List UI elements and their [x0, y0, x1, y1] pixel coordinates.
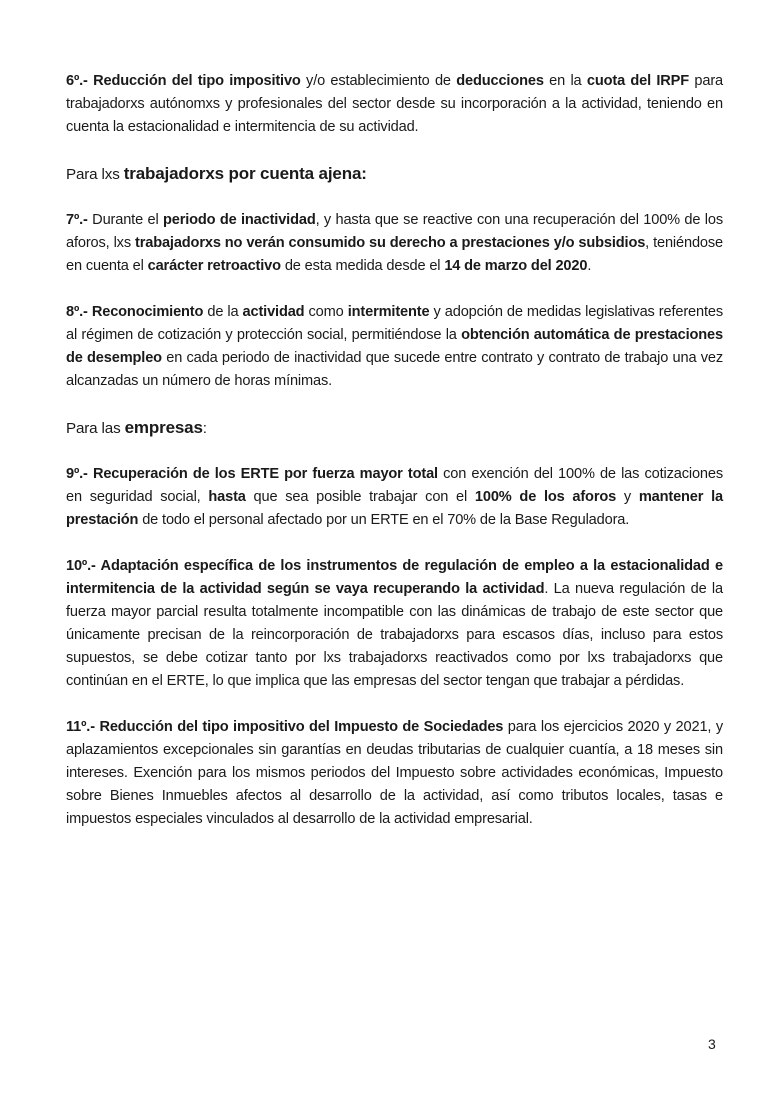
page-number: 3 [708, 1036, 716, 1052]
section-heading-companies [66, 416, 723, 440]
text: con exención del 100% de las cotizaciones en seguridad social, [66, 466, 723, 505]
text: . La nueva regulación de la fuerza mayor parcial resulta totalmente incompatible con las dinámicas de trabajo de este sector que únicamente precisan de la reincorporación de trabajadorxs para escasos días, incluso para estos supuestos, se debe cotizar tanto por lxs trabajadorxs reactivados como por lxs trabajadorxs que continúan en el ERTE, lo que implica que las empresas del sector tengan que trabajar a pérdidas. [66, 581, 723, 689]
text: , teniéndose en cuenta el [66, 235, 723, 274]
text: en cada periodo de inactividad que sucede entre contrato y contrato de trabajo una vez alcanzadas un número de horas mínimas. [66, 350, 723, 389]
text: Para lxs [66, 166, 124, 183]
text: de esta medida desde el [280, 258, 445, 274]
bold-text: 100% de los aforos [474, 489, 617, 505]
bold-text: deducciones [456, 73, 544, 89]
bold-text: 11º.- Reducción del tipo impositivo del Impuesto de Sociedades [66, 719, 504, 735]
text: en la [543, 73, 587, 89]
text: y adopción de medidas legislativas referentes al régimen de cotización y protección social, permitiéndose la [66, 304, 723, 343]
bold-text: 10º.- Adaptación específica de los instrumentos de regulación de empleo a la estacionalidad e intermitencia de la actividad según se vaya recuperando la actividad [66, 558, 723, 597]
text: de la [203, 304, 243, 320]
text: para los ejercicios 2020 y 2021, y aplazamientos excepcionales sin garantías en deudas tributarias de cualquier cuantía, a 18 meses sin intereses. Exención para los mismos periodos del Impuesto sobre actividades económicas, Impuesto sobre Bienes Inmuebles afectos al desarrollo de la actividad, así como tributos locales, tasas e impuestos especiales vinculados al desarrollo de la actividad empresarial. [66, 719, 723, 827]
measure-8-paragraph [66, 301, 723, 393]
text: , y hasta que se reactive con una recuperación del 100% de los aforos, lxs [66, 212, 723, 251]
bold-text: obtención automática de prestaciones de desempleo [66, 327, 723, 366]
text: como [304, 304, 348, 320]
bold-text: trabajadorxs no verán consumido su derecho a prestaciones y/o subsidios [134, 235, 646, 251]
bold-text: periodo de inactividad [162, 212, 316, 228]
text: y [616, 489, 639, 505]
section-heading-employees [66, 162, 723, 186]
bold-text: empresas [124, 418, 203, 437]
bold-text: 7º.- [66, 212, 88, 228]
measure-7-paragraph [66, 209, 723, 278]
bold-text: cuota del IRPF [586, 73, 690, 89]
text: . [587, 258, 592, 274]
text: de todo el personal afectado por un ERTE en el 70% de la Base Reguladora. [138, 512, 630, 528]
measure-11-paragraph [66, 716, 723, 831]
bold-text: 8º.- Reconocimiento [66, 304, 204, 320]
bold-text: actividad [242, 304, 305, 320]
text: : [202, 420, 207, 437]
text: y/o establecimiento de [300, 73, 457, 89]
measure-9-paragraph [66, 463, 723, 532]
bold-text: carácter retroactivo [147, 258, 281, 274]
measure-10-paragraph [66, 555, 723, 693]
measure-6-paragraph [66, 70, 723, 139]
bold-text: intermitente [347, 304, 430, 320]
text: para trabajadorxs autónomxs y profesionales del sector desde su incorporación a la actividad, teniendo en cuenta la estacionalidad e intermitencia de su actividad. [66, 73, 723, 135]
bold-text: 6º.- Reducción del tipo impositivo [66, 73, 301, 89]
document-page [66, 70, 723, 854]
bold-text: 14 de marzo del 2020 [444, 258, 588, 274]
bold-text: trabajadorxs por cuenta ajena: [123, 164, 367, 183]
bold-text: mantener la prestación [66, 489, 723, 528]
text: Durante el [87, 212, 163, 228]
bold-text: 9º.- Recuperación de los ERTE por fuerza mayor total [66, 466, 438, 482]
text: que sea posible trabajar con el [245, 489, 475, 505]
text: Para las [66, 420, 125, 437]
bold-text: hasta [208, 489, 246, 505]
